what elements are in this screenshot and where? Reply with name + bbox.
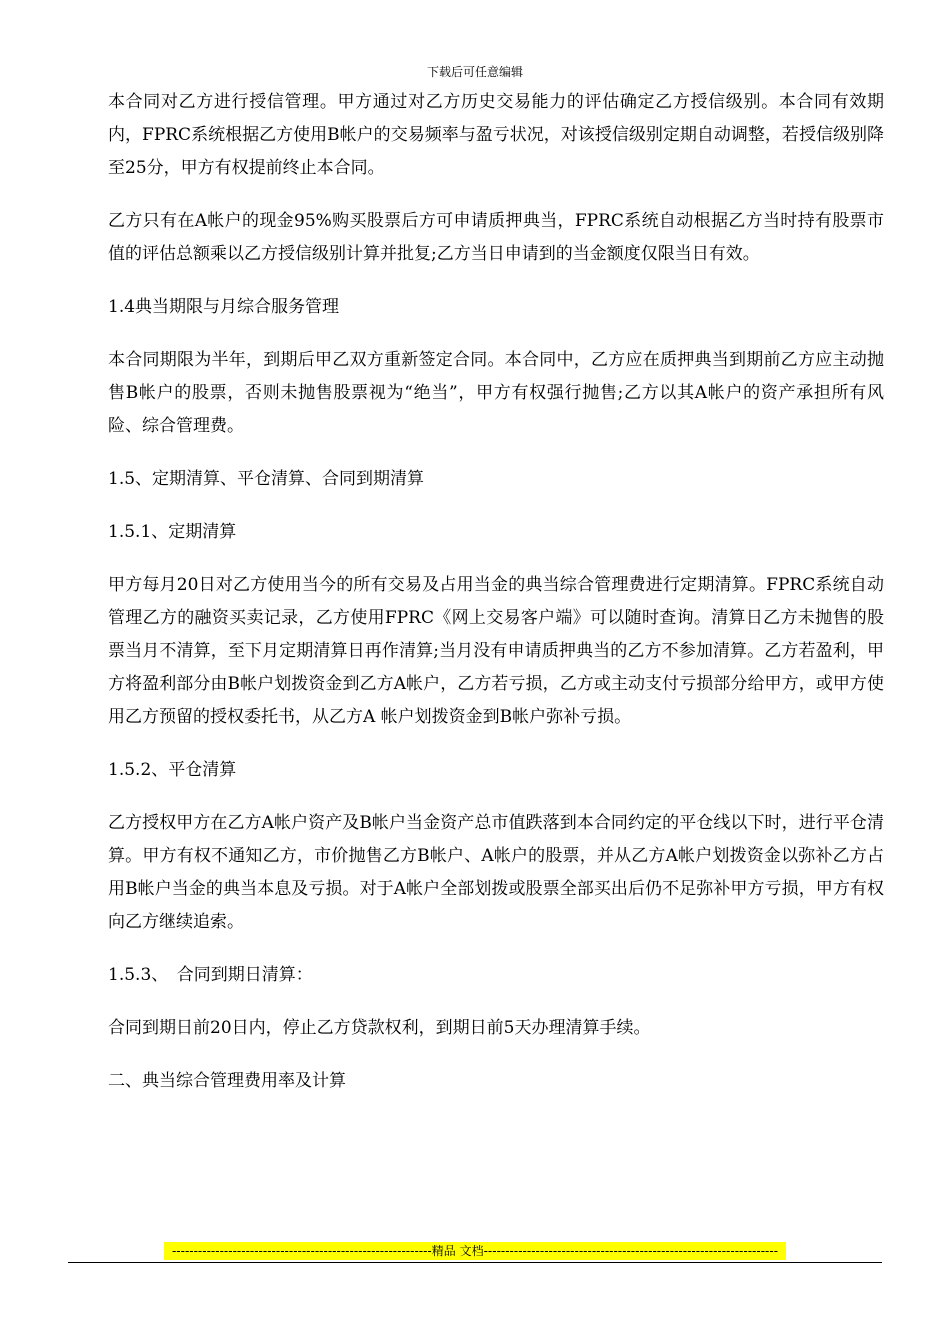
section-heading-1-4: 1.4典当期限与月综合服务管理 — [108, 297, 340, 317]
section-heading-1-5-3: 1.5.3、 合同到期日清算： — [108, 965, 313, 985]
footer-banner: ------------------------------------------------------------精品 文档-------------------------------------------------------------------- — [164, 1242, 786, 1260]
paragraph-credit-management: 本合同对乙方进行授信管理。甲方通过对乙方历史交易能力的评估确定乙方授信级别。本合同有效期内，FPRC系统根据乙方使用B帐户的交易频率与盈亏状况，对该授信级别定期自动调整，若授信级别降至25分，甲方有权提前终止本合同。 — [108, 92, 884, 178]
paragraph-pledge-application: 乙方只有在A帐户的现金95%购买股票后方可申请质押典当，FPRC系统自动根据乙方当时持有股票市值的评估总额乘以乙方授信级别计算并批复;乙方当日申请到的当金额度仅限当日有效。 — [108, 211, 884, 264]
footer-divider — [68, 1262, 882, 1263]
page-header-note: 下载后可任意编辑 — [426, 65, 523, 79]
section-heading-1-5-1: 1.5.1、定期清算 — [108, 522, 237, 542]
paragraph-periodic-settlement: 甲方每月20日对乙方使用当今的所有交易及占用当金的典当综合管理费进行定期清算。FPRC系统自动管理乙方的融资买卖记录，乙方使用FPRC《网上交易客户端》可以随时查询。清算日乙方未抛售的股票当月不清算，至下月定期清算日再作清算;当月没有申请质押典当的乙方不参加清算。乙方若盈利，甲方将盈利部分由B帐户划拨资金到乙方A帐户，乙方若亏损，乙方或主动支付亏损部分给甲方，或甲方使用乙方预留的授权委托书，从乙方A 帐户划拨资金到B帐户弥补亏损。 — [108, 575, 884, 727]
document-body — [108, 86, 884, 1118]
section-heading-1-5: 1.5、定期清算、平仓清算、合同到期清算 — [108, 469, 425, 489]
paragraph-expiry-settlement: 合同到期日前20日内，停止乙方贷款权利，到期日前5天办理清算手续。 — [108, 1018, 651, 1038]
paragraph-liquidation-settlement: 乙方授权甲方在乙方A帐户资产及B帐户当金资产总市值跌落到本合同约定的平仓线以下时，进行平仓清算。甲方有权不通知乙方，市价抛售乙方B帐户、A帐户的股票，并从乙方A帐户划拨资金以弥补乙方占用B帐户当金的典当本息及亏损。对于A帐户全部划拨或股票全部买出后仍不足弥补甲方亏损，甲方有权向乙方继续追索。 — [108, 813, 884, 932]
section-heading-2: 二、典当综合管理费用率及计算 — [108, 1071, 346, 1091]
section-heading-1-5-2: 1.5.2、平仓清算 — [108, 760, 237, 780]
paragraph-contract-term: 本合同期限为半年，到期后甲乙双方重新签定合同。本合同中，乙方应在质押典当到期前乙方应主动抛售B帐户的股票，否则未抛售股票视为“绝当”，甲方有权强行抛售;乙方以其A帐户的资产承担所有风险、综合管理费。 — [108, 350, 884, 436]
